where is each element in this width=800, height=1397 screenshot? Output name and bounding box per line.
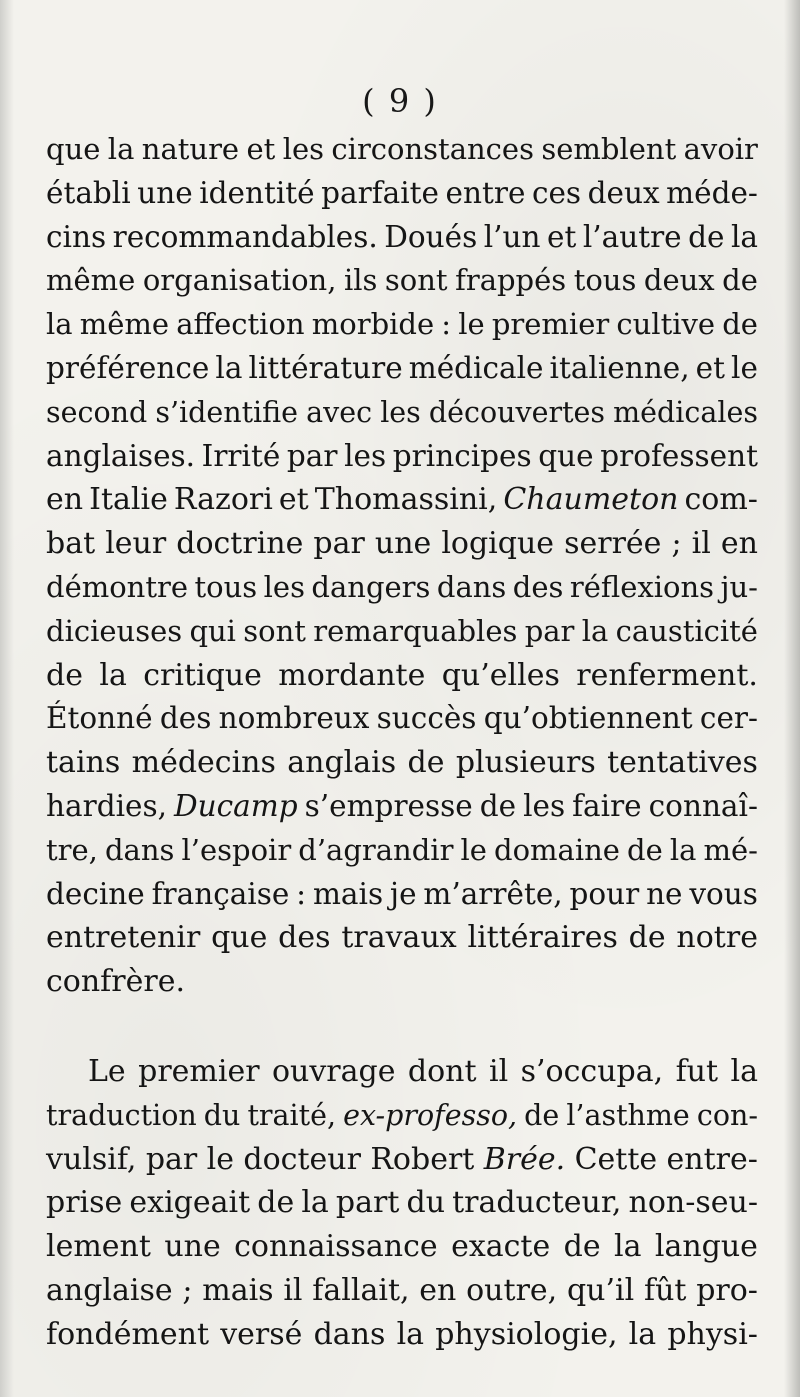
word: la xyxy=(396,1316,425,1352)
word: l’un xyxy=(483,219,541,254)
word: qu’il xyxy=(566,1272,635,1308)
text-line xyxy=(46,1050,758,1094)
text-line xyxy=(46,303,758,347)
word: premier xyxy=(138,1054,260,1089)
word: travaux xyxy=(341,920,457,956)
word: Le xyxy=(88,1054,126,1089)
word: et xyxy=(547,219,577,254)
word: préférence xyxy=(46,350,210,385)
word: entretenir xyxy=(46,920,201,956)
word: la xyxy=(99,657,127,693)
word: une xyxy=(374,526,432,562)
word: la xyxy=(107,132,135,166)
word: italienne, xyxy=(549,350,690,385)
word: traité, xyxy=(247,1098,337,1132)
word: fallait, xyxy=(312,1272,410,1308)
word: fut xyxy=(675,1054,719,1089)
word: même xyxy=(79,307,170,342)
text-line xyxy=(46,960,758,1004)
text-line xyxy=(46,1094,758,1138)
word: con- xyxy=(696,1098,758,1132)
word: de xyxy=(524,1098,560,1132)
word: fût xyxy=(643,1272,687,1308)
word: mais xyxy=(312,876,384,911)
word: physi- xyxy=(667,1316,758,1352)
word: critique xyxy=(143,657,262,693)
word: fondément xyxy=(46,1316,210,1352)
text-line xyxy=(46,347,758,391)
word: l’espoir xyxy=(181,832,292,867)
word: com- xyxy=(684,482,758,518)
word: le xyxy=(206,1141,235,1177)
word: tous xyxy=(194,569,258,604)
word: de xyxy=(46,657,83,693)
word: deux xyxy=(643,263,715,298)
word: faire xyxy=(572,788,642,823)
word: qui xyxy=(189,613,236,648)
word: dans xyxy=(313,1316,386,1352)
word: la xyxy=(628,1316,657,1352)
word: parfaite xyxy=(321,175,439,210)
word: Cette xyxy=(574,1141,658,1177)
word: avec xyxy=(306,395,373,429)
text-line xyxy=(46,610,758,654)
word: il xyxy=(691,526,711,562)
word: notre xyxy=(676,920,758,956)
word: remarquables xyxy=(313,613,518,648)
word: par xyxy=(286,438,338,473)
text-line xyxy=(46,216,758,260)
word: le xyxy=(731,350,758,385)
text-line xyxy=(46,478,758,522)
word: sont xyxy=(243,613,306,648)
word: démontre xyxy=(46,569,189,604)
word: recommandables. xyxy=(112,219,378,254)
word: confrère. xyxy=(46,964,186,1000)
word: du xyxy=(203,1098,241,1132)
word: : xyxy=(441,307,452,342)
paragraph-1 xyxy=(46,128,758,1004)
word: ces xyxy=(531,175,582,210)
word: littérature xyxy=(248,350,403,385)
text-line xyxy=(46,654,758,698)
word: la xyxy=(613,1229,642,1265)
word: le xyxy=(458,307,485,342)
word: dangers xyxy=(311,569,431,604)
word: les xyxy=(344,438,387,473)
word: tentatives xyxy=(607,745,758,781)
word: dans xyxy=(436,569,507,604)
word: versé xyxy=(220,1316,303,1352)
word: d’agrandir xyxy=(298,832,454,867)
text-line xyxy=(46,522,758,566)
word: physiologie, xyxy=(435,1316,618,1352)
word: organisation, xyxy=(142,263,337,298)
word: Étonné xyxy=(46,701,153,736)
word: non-seu- xyxy=(628,1185,758,1221)
word: domaine xyxy=(494,832,620,867)
word: Robert xyxy=(370,1141,475,1177)
page-left-edge-shadow xyxy=(0,0,14,1397)
word: que xyxy=(538,438,594,473)
word: par xyxy=(313,526,365,562)
word: succès xyxy=(376,701,477,736)
word: morbide xyxy=(311,307,435,342)
word: des xyxy=(512,569,564,604)
word: Doués xyxy=(384,219,478,254)
word: une xyxy=(137,175,193,210)
word: la xyxy=(215,350,243,385)
word: établi xyxy=(46,175,131,210)
text-line xyxy=(46,259,758,303)
word: part xyxy=(335,1185,400,1221)
word: mordante xyxy=(278,657,426,693)
word: plusieurs xyxy=(455,745,596,781)
word: logique xyxy=(441,526,555,562)
word: qu’obtiennent xyxy=(483,701,693,736)
word: frappés xyxy=(455,263,567,298)
word: la xyxy=(46,307,73,342)
word: s’occupa, xyxy=(520,1054,664,1089)
word: des xyxy=(159,701,212,736)
word: traducteur, xyxy=(452,1185,622,1221)
word: la xyxy=(730,1054,758,1089)
word: qu’elles xyxy=(441,657,560,693)
paragraph-2 xyxy=(46,1050,758,1357)
word: de xyxy=(722,263,758,298)
word: m’arrête, xyxy=(423,876,563,911)
word: par xyxy=(524,613,575,648)
word: : xyxy=(296,876,307,911)
word: il xyxy=(283,1272,303,1308)
word: mé- xyxy=(703,832,758,867)
word: second xyxy=(46,395,148,429)
word: connaî- xyxy=(648,788,758,823)
word: leur xyxy=(105,526,167,562)
word: anglaises. xyxy=(46,438,196,473)
word: de xyxy=(563,1229,601,1265)
word: nombreux xyxy=(218,701,370,736)
word: je xyxy=(389,876,417,911)
text-line xyxy=(46,741,758,785)
text-line xyxy=(46,391,758,435)
word: s’identifie xyxy=(155,395,299,429)
text-line xyxy=(46,1225,758,1269)
word: que xyxy=(211,920,268,956)
word: serrée xyxy=(564,526,662,562)
word: Irrité xyxy=(201,438,281,473)
word: même xyxy=(46,263,136,298)
word: connaissance xyxy=(234,1229,438,1265)
word: de xyxy=(257,1185,295,1221)
text-line xyxy=(46,697,758,741)
word: anglaise xyxy=(46,1272,173,1308)
word: avoir xyxy=(683,132,758,166)
text-line xyxy=(46,1313,758,1357)
text-line xyxy=(46,873,758,917)
word: anglais xyxy=(287,745,397,781)
word: en xyxy=(720,526,758,562)
word: en xyxy=(46,482,84,518)
word: médicales xyxy=(613,395,758,429)
word: que xyxy=(46,132,101,166)
word: ; xyxy=(671,526,682,562)
text-line xyxy=(46,829,758,873)
word: la xyxy=(730,219,758,254)
page-number: ( 9 ) xyxy=(362,82,438,120)
word: tous xyxy=(573,263,637,298)
word: pour xyxy=(569,876,640,911)
word: l’asthme xyxy=(566,1098,690,1132)
text-line xyxy=(46,172,758,216)
word: Ducamp xyxy=(173,788,298,823)
word: ouvrage xyxy=(271,1054,396,1089)
word: Chaumeton xyxy=(503,482,679,518)
word: cer- xyxy=(699,701,758,736)
word: s’empresse xyxy=(304,788,473,823)
word: docteur xyxy=(243,1141,361,1177)
word: ils xyxy=(343,263,378,298)
word: professent xyxy=(600,438,758,473)
word: et xyxy=(278,482,309,518)
word: médecins xyxy=(131,745,276,781)
word: Razori xyxy=(173,482,273,518)
word: exacte xyxy=(451,1229,551,1265)
word: premier xyxy=(491,307,610,342)
word: affection xyxy=(176,307,305,342)
word: la xyxy=(669,832,697,867)
word: pro- xyxy=(696,1272,758,1308)
word: traduction xyxy=(46,1098,197,1132)
word: découvertes xyxy=(428,395,606,429)
word: bat xyxy=(46,526,96,562)
word: dont xyxy=(407,1054,477,1089)
word: une xyxy=(164,1229,221,1265)
text-line xyxy=(46,1138,758,1182)
word: de xyxy=(627,832,663,867)
word: littéraires xyxy=(467,920,618,956)
word: entre xyxy=(445,175,526,210)
word: tains xyxy=(46,745,121,781)
text-line xyxy=(46,785,758,829)
word: des xyxy=(278,920,331,956)
word: Italie xyxy=(89,482,168,518)
word: dicieuses xyxy=(46,613,183,648)
word: de xyxy=(722,307,758,342)
word: vulsif, xyxy=(46,1141,137,1177)
text-line xyxy=(46,1269,758,1313)
word: deux xyxy=(587,175,660,210)
word: Brée. xyxy=(483,1141,566,1177)
word: de xyxy=(628,920,666,956)
word: exigeait xyxy=(129,1185,251,1221)
word: lement xyxy=(46,1229,151,1265)
word: outre, xyxy=(466,1272,558,1308)
word: médicale xyxy=(408,350,544,385)
word: langue xyxy=(654,1229,758,1265)
word: identité xyxy=(199,175,315,210)
text-line xyxy=(46,916,758,960)
text-line xyxy=(46,128,758,172)
word: decine xyxy=(46,876,145,911)
word: ne xyxy=(646,876,683,911)
word: les xyxy=(523,788,566,823)
word: doctrine xyxy=(176,526,304,562)
word: les xyxy=(263,569,305,604)
word: cultive xyxy=(616,307,716,342)
word: et xyxy=(695,350,725,385)
word: tre, xyxy=(46,832,98,867)
word: vous xyxy=(689,876,758,911)
word: l’autre xyxy=(582,219,682,254)
word: Thomassini, xyxy=(314,482,498,518)
word: ex-professo, xyxy=(343,1098,518,1132)
word: principes xyxy=(392,438,532,473)
word: de xyxy=(688,219,725,254)
word: entre- xyxy=(666,1141,758,1177)
word: de xyxy=(479,788,517,823)
word: nature xyxy=(141,132,240,166)
word: dans xyxy=(104,832,175,867)
word: cins xyxy=(46,219,107,254)
word: méde- xyxy=(666,175,758,210)
text-line xyxy=(46,1181,758,1225)
word: française xyxy=(151,876,290,911)
word: ju- xyxy=(720,569,758,604)
word: causticité xyxy=(615,613,758,648)
word: il xyxy=(488,1054,509,1089)
word: et xyxy=(246,132,276,166)
word: mais xyxy=(202,1272,274,1308)
word: en xyxy=(419,1272,457,1308)
page-right-edge-shadow xyxy=(784,0,800,1397)
word: renferment. xyxy=(576,657,758,693)
word: la xyxy=(301,1185,329,1221)
word: les xyxy=(282,132,325,166)
text-line xyxy=(46,566,758,610)
word: le xyxy=(460,832,487,867)
word: circonstances xyxy=(331,132,534,166)
word: hardies, xyxy=(46,788,167,823)
word: prise xyxy=(46,1185,123,1221)
word: la xyxy=(581,613,609,648)
word: sont xyxy=(384,263,448,298)
text-line xyxy=(46,435,758,479)
word: ; xyxy=(182,1272,193,1308)
word: les xyxy=(380,395,421,429)
word: par xyxy=(145,1141,198,1177)
word: semblent xyxy=(541,132,677,166)
word: de xyxy=(407,745,445,781)
word: du xyxy=(406,1185,446,1221)
word: réflexions xyxy=(569,569,715,604)
